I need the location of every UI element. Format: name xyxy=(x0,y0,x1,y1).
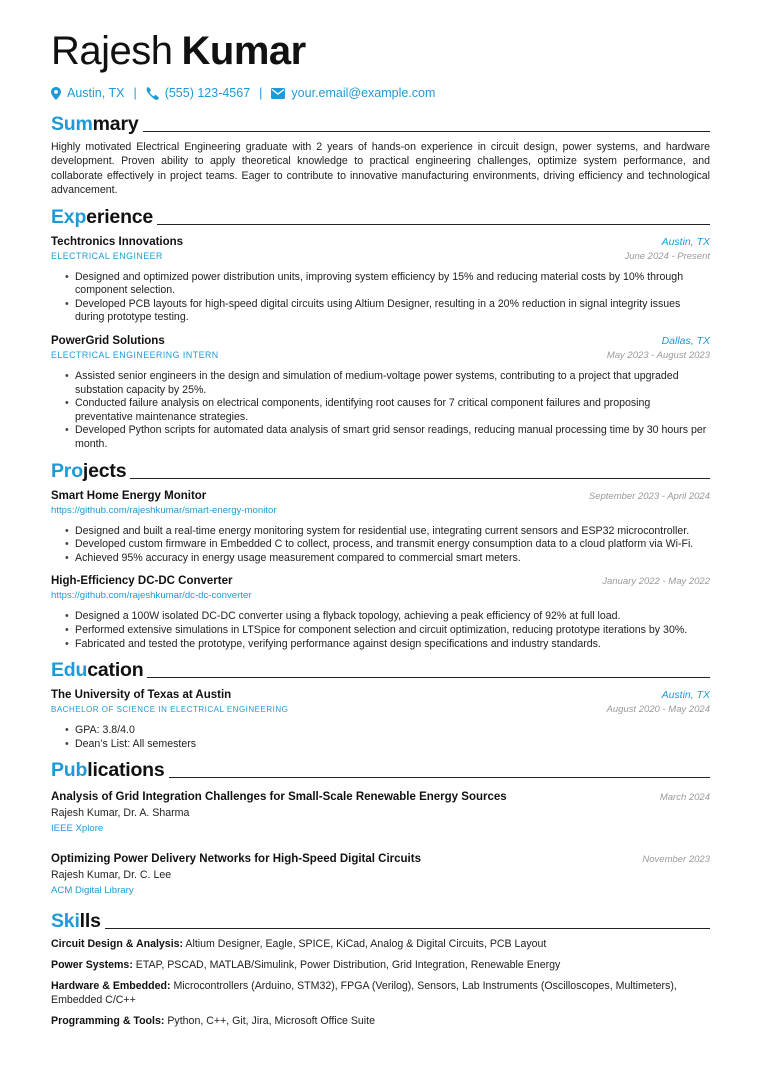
skill-label: Power Systems: xyxy=(51,959,133,972)
contact-email[interactable] xyxy=(271,86,435,100)
bullet-list xyxy=(51,724,710,751)
project-dates: September 2023 - April 2024 xyxy=(588,490,710,502)
map-marker-icon xyxy=(51,87,61,100)
company-name: PowerGrid Solutions xyxy=(51,335,165,347)
summary-heading xyxy=(51,113,710,135)
skill-row xyxy=(51,980,710,1007)
publication-date: November 2023 xyxy=(642,854,710,866)
location-text: Austin, TX xyxy=(67,86,125,100)
section-rule xyxy=(130,478,710,479)
publication-title: Analysis of Grid Integration Challenges for Small-Scale Renewable Energy Sources xyxy=(51,791,507,804)
bullet-item: • Developed custom firmware in Embedded C to collect, process, and transmit energy consumption data to a cloud platform via Wi-Fi. xyxy=(65,538,710,552)
candidate-name xyxy=(51,28,710,74)
project-link[interactable]: https://github.com/rajeshkumar/smart-energy-monitor xyxy=(51,504,277,516)
section-title: Projects xyxy=(51,459,127,482)
publication-entry xyxy=(51,790,710,836)
bullet-item: • Achieved 95% accuracy in energy usage measurement compared to commercial smart meters. xyxy=(65,552,710,566)
publication-title: Optimizing Power Delivery Networks for High-Speed Digital Circuits xyxy=(51,853,421,866)
contact-bar xyxy=(51,85,710,101)
education-heading xyxy=(51,659,710,681)
section-title: Publications xyxy=(51,759,165,782)
bullet-item: • Developed Python scripts for automated data analysis of smart grid sensor readings, reducing manual processing time by 30 hours per month. xyxy=(65,424,710,451)
bullet-item: • Designed a 100W isolated DC-DC converter using a flyback topology, achieving a peak efficiency of 92% at full load. xyxy=(65,610,710,624)
skill-value: Microcontrollers (Arduino, STM32), FPGA (Verilog), Sensors, Lab Instruments (Oscilloscopes, Multimeters), Embedded C/C++ xyxy=(51,980,677,1006)
publication-date: March 2024 xyxy=(659,792,710,804)
job-location: Dallas, TX xyxy=(661,335,710,347)
email-link[interactable]: your.email@example.com xyxy=(291,86,436,100)
publication-entry xyxy=(51,852,710,898)
skill-row xyxy=(51,959,710,973)
bullet-list xyxy=(51,610,710,651)
bullet-list xyxy=(51,525,710,566)
section-title: Experience xyxy=(51,205,154,228)
publication-venue[interactable]: IEEE Xplore xyxy=(51,823,104,835)
project-entry xyxy=(51,489,710,566)
company-name: Techtronics Innovations xyxy=(51,235,184,248)
section-rule xyxy=(169,777,710,778)
experience-heading xyxy=(51,206,710,228)
experience-entry xyxy=(51,334,710,452)
bullet-item: • Designed and optimized power distribution units, improving system efficiency by 15% and reducing material costs by 10% through component selection. xyxy=(65,271,710,298)
contact-separator: | xyxy=(133,86,137,100)
phone-icon xyxy=(146,87,159,100)
project-link[interactable]: https://github.com/rajeshkumar/dc-dc-converter xyxy=(51,590,252,602)
project-entry xyxy=(51,574,710,651)
skill-label: Hardware & Embedded: xyxy=(51,980,171,993)
section-title: Skills xyxy=(51,910,101,933)
skill-label: Programming & Tools: xyxy=(51,1014,165,1027)
publication-authors: Rajesh Kumar, Dr. A. Sharma xyxy=(51,807,190,820)
job-dates: June 2024 - Present xyxy=(624,250,710,262)
last-name: Kumar xyxy=(181,29,306,73)
phone-text[interactable]: (555) 123-4567 xyxy=(164,86,251,100)
skill-label: Circuit Design & Analysis: xyxy=(51,938,184,951)
school-name: The University of Texas at Austin xyxy=(51,689,232,702)
section-title: Education xyxy=(51,659,144,682)
skill-value: ETAP, PSCAD, MATLAB/Simulink, Power Distribution, Grid Integration, Renewable Energy xyxy=(135,959,561,972)
skill-row xyxy=(51,938,710,952)
section-rule xyxy=(105,928,710,929)
skill-value: Python, C++, Git, Jira, Microsoft Office Suite xyxy=(167,1014,375,1027)
job-title: ELECTRICAL ENGINEER xyxy=(51,250,163,261)
project-dates: January 2022 - May 2022 xyxy=(602,576,710,588)
section-rule xyxy=(143,131,711,132)
school-location: Austin, TX xyxy=(661,689,710,702)
bullet-item: • Dean’s List: All semesters xyxy=(65,738,710,752)
first-name: Rajesh xyxy=(51,29,173,73)
bullet-list xyxy=(51,271,710,325)
project-name: High-Efficiency DC-DC Converter xyxy=(51,575,233,588)
bullet-item: • Designed and built a real-time energy monitoring system for residential use, integrating current sensors and ESP32 microcontroller. xyxy=(65,525,710,539)
section-rule xyxy=(147,677,710,678)
publication-authors: Rajesh Kumar, Dr. C. Lee xyxy=(51,869,172,882)
contact-location xyxy=(51,86,124,100)
envelope-icon xyxy=(271,88,285,99)
bullet-list xyxy=(51,370,710,452)
bullet-item: • Developed PCB layouts for high-speed digital circuits using Altium Designer, resulting in a 20% reduction in signal integrity issues during prototype testing. xyxy=(65,298,710,325)
job-title: ELECTRICAL ENGINEERING INTERN xyxy=(51,350,219,360)
bullet-item: • Performed extensive simulations in LTSpice for component selection and circuit optimization, reducing prototype iterations by 30%. xyxy=(65,624,710,638)
resume-page xyxy=(51,28,710,1036)
experience-entry xyxy=(51,235,710,325)
contact-separator: | xyxy=(259,86,263,100)
section-title: Summary xyxy=(51,113,139,135)
skill-row xyxy=(51,1015,710,1029)
summary-text: Highly motivated Electrical Engineering graduate with 2 years of hands-on experience in circuit design, power systems, and hardware development. Proven ability to apply theoretical knowledge to practical engineering challenges, optimize system performance, and collaborate effectively in project teams. Eager to contribute to innovative manufacturing environments, driving efficiency and technological advancement. xyxy=(51,141,710,197)
bullet-item: • Fabricated and tested the prototype, verifying performance against design specifications and industry standards. xyxy=(65,638,710,652)
skill-value: Altium Designer, Eagle, SPICE, KiCad, Analog & Digital Circuits, PCB Layout xyxy=(185,938,547,951)
degree-title: BACHELOR OF SCIENCE IN ELECTRICAL ENGINEERING xyxy=(51,705,289,715)
education-dates: August 2020 - May 2024 xyxy=(606,704,710,716)
bullet-item: • Assisted senior engineers in the design and simulation of medium-voltage power systems, contributing to a project that upgraded substation capacity by 25%. xyxy=(65,370,710,397)
publication-venue[interactable]: ACM Digital Library xyxy=(51,885,134,897)
bullet-item: • Conducted failure analysis on electrical components, identifying root causes for 7 critical component failures and proposing preventative maintenance strategies. xyxy=(65,397,710,424)
education-entry xyxy=(51,688,710,751)
project-name: Smart Home Energy Monitor xyxy=(51,489,207,502)
section-rule xyxy=(157,224,710,225)
publications-heading xyxy=(51,759,710,781)
skills-list xyxy=(51,938,710,1028)
contact-phone[interactable] xyxy=(146,86,250,100)
job-location: Austin, TX xyxy=(661,235,710,248)
skills-heading xyxy=(51,910,710,932)
projects-heading xyxy=(51,460,710,482)
bullet-item: • GPA: 3.8/4.0 xyxy=(65,724,710,738)
job-dates: May 2023 - August 2023 xyxy=(606,350,710,361)
